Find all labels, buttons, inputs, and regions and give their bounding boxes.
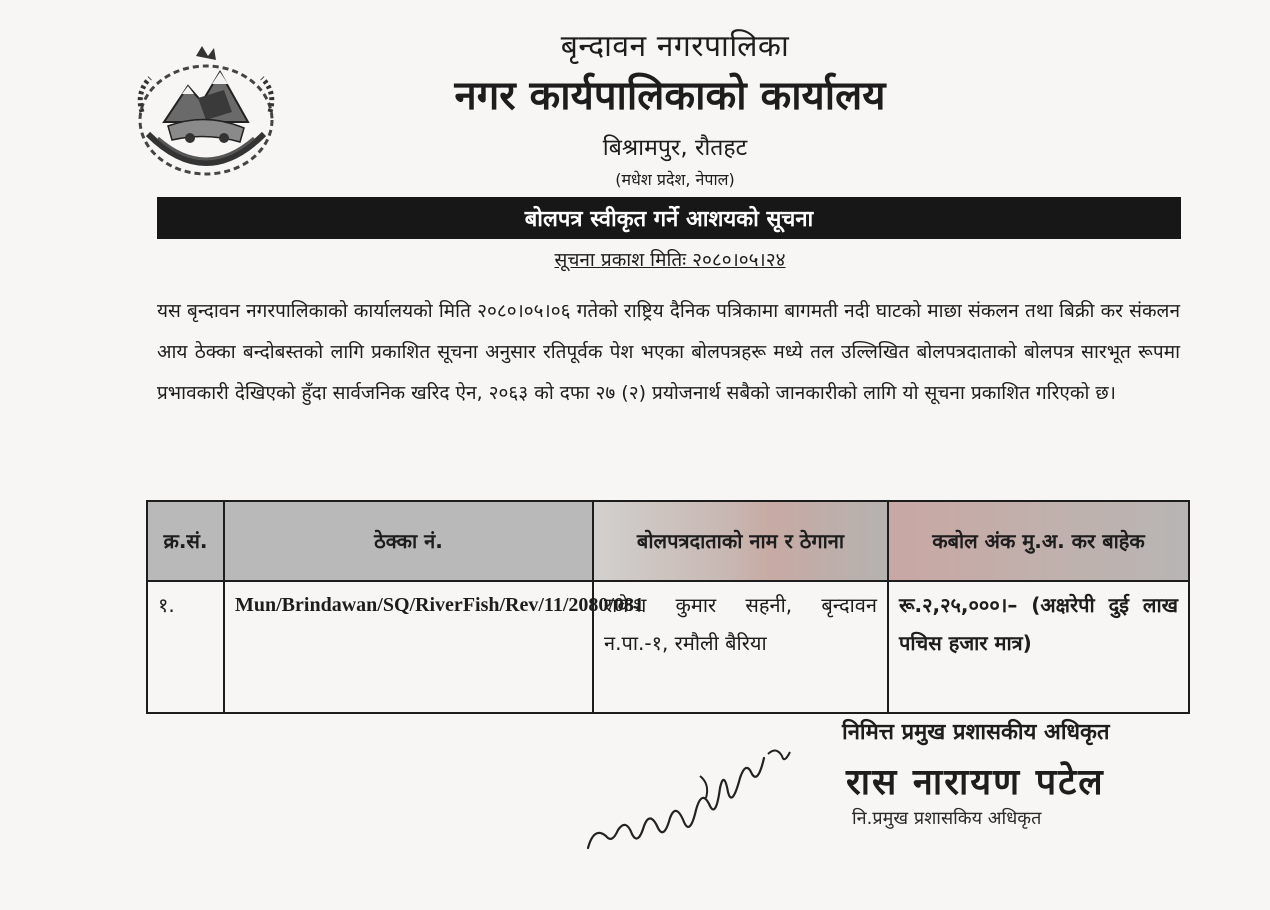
handwritten-signature-icon: [578, 718, 798, 868]
header-bidder: बोलपत्रदाताको नाम र ठेगाना: [593, 501, 888, 581]
cell-amount: रू.२,२५,०००।– (अक्षरेपी दुई लाख पचिस हजार मात्र): [888, 581, 1189, 713]
province-line: (मधेश प्रदेश, नेपाल): [615, 170, 735, 189]
cell-serial: १.: [147, 581, 224, 713]
office-address: बिश्रामपुर, रौतहट: [602, 135, 748, 161]
header-serial: क्र.सं.: [147, 501, 224, 581]
office-name: नगर कार्यपालिकाको कार्यालय: [454, 73, 886, 119]
publish-date: सूचना प्रकाश मितिः २०८०।०५।२४: [554, 249, 786, 271]
header-amount: कबोल अंक मु.अ. कर बाहेक: [888, 501, 1189, 581]
signatory-title: निमित्त प्रमुख प्रशासकीय अधिकृत: [842, 720, 1110, 745]
cell-bidder: राकेश कुमार सहनी, बृन्दावन न.पा.-१, रमौली बैरिया: [593, 581, 888, 713]
notice-title-bar: [157, 197, 1181, 239]
signatory-name: रास नारायण पटेल: [846, 762, 1105, 803]
header-contract-no: ठेक्का नं.: [224, 501, 593, 581]
publish-date-line: [0, 246, 1270, 272]
municipality-name: बृन्दावन नगरपालिका: [560, 29, 790, 64]
notice-title: बोलपत्र स्वीकृत गर्ने आशयको सूचना: [524, 207, 814, 232]
notice-body: यस बृन्दावन नगरपालिकाको कार्यालयको मिति २०८०।०५।०६ गतेको राष्ट्रिय दैनिक पत्रिकामा बागमती नदी घाटको माछा संकलन तथा बिक्री कर संकलन आय ठेक्का बन्दोबस्तको लागि प्रकाशित सूचना अनुसार रतिपूर्वक पेश भएका बोलपत्रहरू मध्ये तल उल्लिखित बोलपत्रदाताको बोलपत्र सारभूत रूपमा प्रभावकारी देखिएको हुँदा सार्वजनिक खरिद ऐन, २०६३ को दफा २७ (२) प्रयोजनार्थ सबैको जानकारीको लागि यो सूचना प्रकाशित गरिएको छ।: [157, 300, 1181, 404]
award-table: [146, 500, 1190, 714]
signatory-stamp: नि.प्रमुख प्रशासकिय अधिकृत: [852, 808, 1042, 829]
table-header-row: [147, 501, 1189, 581]
table-row: [147, 581, 1189, 713]
cell-contract-no: Mun/Brindawan/SQ/RiverFish/Rev/11/2080/081: [224, 581, 593, 713]
